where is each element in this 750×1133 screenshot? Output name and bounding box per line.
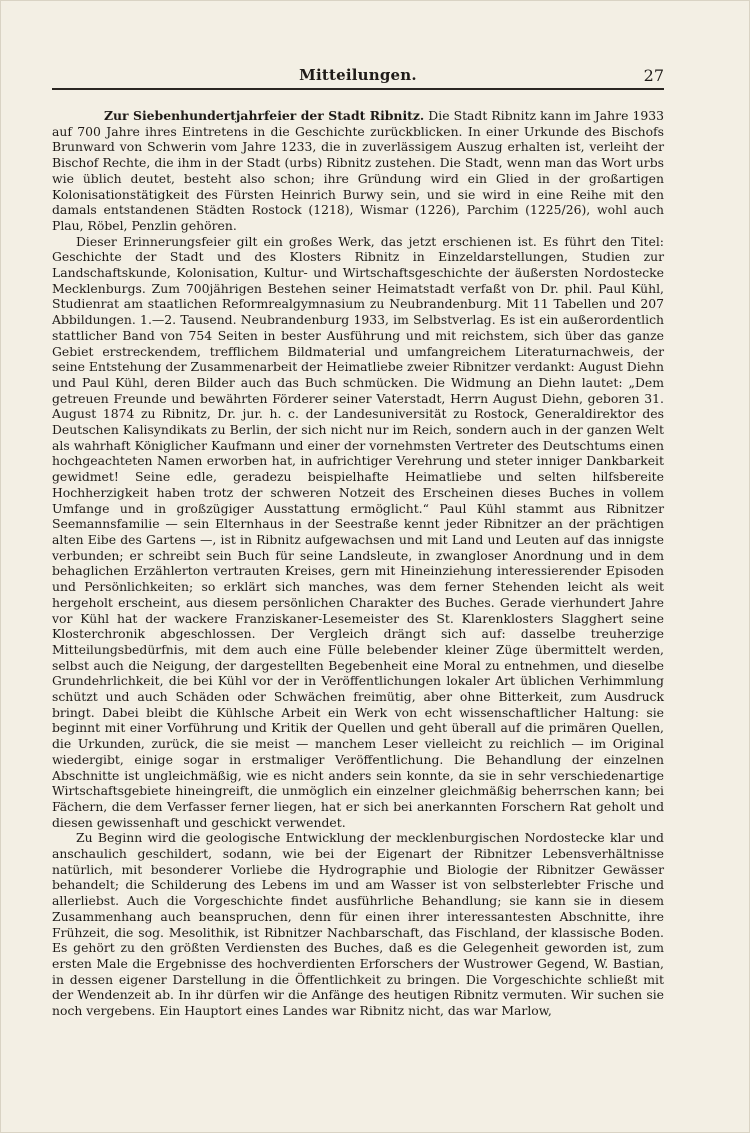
running-head [52,64,664,90]
section-title: Mitteilungen. [299,66,417,84]
page-number: 27 [643,66,664,85]
paragraph-1-text: Die Stadt Ribnitz kann im Jahre 1933 auf 700 Jahre ihres Eintretens in die Geschichte zurückblicken. In einer Urkunde des Bischofs Brunward von Schwerin vom Jahre 1233, die in zuverlässigem Auszug erhalten ist, verleiht der Bischof Rechte, die ihm in der Stadt (urbs) Ribnitz zustehen. Die Stadt, wenn man das Wort urbs wie üblich deutet, besteht also schon; ihre Gründung wird ein Glied in der großartigen Kolonisationstätigkeit des Fürsten Heinrich Burwy sein, und sie wird in eine Reihe mit den damals entstandenen Städten Rostock (1218), Wismar (1226), Parchim (1225/26), wohl auch Plau, Röbel, Penzlin gehören. [52,108,664,233]
article-body [52,108,664,1019]
paragraph-2: Dieser Erinnerungsfeier gilt ein großes Werk, das jetzt erschienen ist. Es führt den Titel: Geschichte der Stadt und des Klosters Ribnitz in Einzeldarstellungen, Studien zur Landschaftskunde, Kolonisation, Kultur- und Wirtschaftsgeschichte der äußersten Nordostecke Mecklenburgs. Zum 700jährigen Bestehen seiner Heimatstadt verfaßt von Dr. phil. Paul Kühl, Studienrat am staatlichen Reformrealgymnasium zu Neubrandenburg. Mit 11 Tabellen und 207 Abbildungen. 1.—2. Tausend. Neubrandenburg 1933, im Selbstverlag. Es ist ein außerordentlich stattlicher Band von 754 Seiten in bester Ausführung und mit reichstem, sich über das ganze Gebiet erstreckendem, trefflichem Bildmaterial und umfangreichem Literaturnachweis, der seine Entstehung der Zusammenarbeit der Heimatliebe zweier Ribnitzer verdankt: August Diehn und Paul Kühl, deren Bilder auch das Buch schmücken. Die Widmung an Diehn lautet: „Dem getreuen Freunde und bewährten Förderer seiner Vaterstadt, Herrn August Diehn, geboren 31. August 1874 zu Ribnitz, Dr. jur. h. c. der Landesuniversität zu Rostock, Generaldirektor des Deutschen Kalisyndikats zu Berlin, der sich nicht nur im Reich, sondern auch in der ganzen Welt als wahrhaft Königlicher Kaufmann und einer der vornehmsten Vertreter des Deutschtums einen hochgeachteten Namen erworben hat, in aufrichtiger Verehrung und steter inniger Dankbarkeit gewidmet! Seine edle, geradezu beispielhafte Heimatliebe und selten hilfsbereite Hochherzigkeit haben trotz der schweren Notzeit des Erscheinen dieses Buches in vollem Umfange und in großzügiger Ausstattung ermöglicht.“ Paul Kühl stammt aus Ribnitzer Seemannsfamilie — sein Elternhaus in der Seestraße kennt jeder Ribnitzer an der prächtigen alten Eibe des Gartens —, ist in Ribnitz aufgewachsen und mit Land und Leuten auf das innigste verbunden; er schreibt sein Buch für seine Landsleute, in zwangloser Anordnung und in dem behaglichen Erzählerton vertrauten Kreises, gern mit Hineinziehung interessierender Episoden und Persönlichkeiten; so erklärt sich manches, was dem ferner Stehenden leicht als weit hergeholt erscheint, aus diesem persönlichen Charakter des Buches. Gerade vierhundert Jahre vor Kühl hat der wackere Franziskaner-Lesemeister des St. Klarenklosters Slagghert seine Klosterchronik abgeschlossen. Der Vergleich drängt sich auf: dasselbe treuherzige Mitteilungsbedürfnis, mit dem auch eine Fülle belebender kleiner Züge übermittelt werden, selbst auch die Neigung, der dargestellten Begebenheit eine Moral zu entnehmen, und dieselbe Grundehrlichkeit, die bei Kühl vor der in Veröffentlichungen lokaler Art üblichen Verhimmlung schützt und auch Schäden oder Schwächen freimütig, aber ohne Bitterkeit, zum Ausdruck bringt. Dabei bleibt die Kühlsche Arbeit ein Werk von echt wissenschaftlicher Haltung: sie beginnt mit einer Vorführung und Kritik der Quellen und geht überall auf die primären Quellen, die Urkunden, zurück, die sie meist — manchem Leser vielleicht zu reichlich — im Original wiedergibt, einige sogar in erstmaliger Veröffentlichung. Die Behandlung der einzelnen Abschnitte ist ungleichmäßig, wie es nicht anders sein konnte, da sie in sehr verschiedenartige Wirtschaftsgebiete hineingreift, die unmöglich ein einzelner gleichmäßig beherrschen kann; bei Fächern, die dem Verfasser ferner liegen, hat er sich bei anerkannten Forschern Rat geholt und diesen gewissenhaft und geschickt verwendet. [52,233,664,830]
paragraph-1 [52,108,664,234]
paragraph-3: Zu Beginn wird die geologische Entwicklung der mecklenburgischen Nordostecke klar und anschaulich geschildert, sodann, wie bei der Eigenart der Ribnitzer Lebensverhältnisse natürlich, mit besonderer Vorliebe die Hydrographie und Biologie der Ribnitzer Gewässer behandelt; die Schilderung des Lebens im und am Wasser ist von selbsterlebter Frische und allerliebst. Auch die Vorgeschichte findet ausführliche Behandlung; sie kann sie in diesem Zusammenhang auch beanspruchen, denn für einen ihrer interessantesten Abschnitte, ihre Frühzeit, die sog. Mesolithik, ist Ribnitzer Nachbarschaft, das Fischland, der klassische Boden. Es gehört zu den größten Verdiensten des Buches, daß es die Gelegenheit geworden ist, zum ersten Male die Ergebnisse des hochverdienten Erforschers der Wustrower Gegend, W. Bastian, in dessen eigener Darstellung in die Öffentlichkeit zu bringen. Die Vorgeschichte schließt mit der Wendenzeit ab. In ihr dürfen wir die Anfänge des heutigen Ribnitz vermuten. Wir suchen sie noch vergebens. Ein Hauptort eines Landes war Ribnitz nicht, das war Marlow, [52,830,664,1019]
article-heading: Zur Siebenhundertjahrfeier der Stadt Ribnitz. [104,108,425,123]
